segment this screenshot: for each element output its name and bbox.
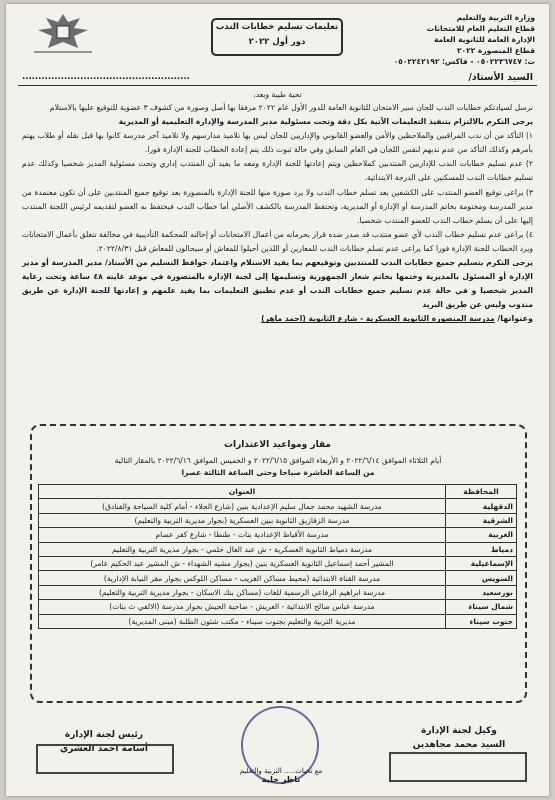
instruction-4: ٤) يراعى عدم تسليم خطاب الندب لأي عضو منتدب قد صدر ضده قرار بحرمانه من أعمال الامتحانات أو إحالته للمحكمة التأديبية في مخالفة تتعلق بأعمال الامتحانات ويرد الخطاب للجنة الإدارة فورا كما يراعى عدم تسلم خطابات الندب للمعارين أو اللذين أحيلوا للمعاش أو سيحالون للمعاش قبل ٢٠٢٢/٨/٣١. [22, 229, 533, 253]
col-address: العنوان [39, 485, 446, 499]
deputy-signature-block [389, 724, 529, 752]
instruction-1: ١) التأكد من أن ندب المراقبين والملاحظين والأمن والعضو القانوني والإداريين للجان ليس بها تلاميذ مدارسهم ولا تلاميذ آخر مدرسة كانوا بها قبل نقله أو طلاب يهتم بأمرهم وكذلك التأكد من عدم ندبهم لنفس اللجان في العام السابق وفي حالة ثبوت ذلك يتم إعادة الخطاب للجنة الإدارة فورا. [22, 131, 533, 155]
mid-stamp-block [221, 767, 341, 784]
address-value: مدرسة المنصورة الثانوية العسكرية - شارع الثانوية (احمد ماهر) [261, 314, 495, 324]
table-row [39, 542, 517, 556]
col-governorate: المحافظة [446, 485, 517, 499]
instruction-2: ٢) عدم تسليم خطابات الندب للإداريين المنتدبين كملاحظين ويتم إعادتها للجنة الإدارة ومعه ما يفيد أن المنتدب إداري وتحت مسئولية المدير شخصيا وكذلك عدم تسليم خطابات الندب للمسكنين على الدرجة الابتدائية. [22, 159, 533, 183]
committee-name: قطاع المنصورة ٢٠٢٢ [456, 46, 535, 55]
table-header-row [39, 485, 517, 499]
governorate-cell: الشرقية [446, 513, 517, 527]
governorate-cell: الغربية [446, 528, 517, 542]
address-cell: مدرسة دمياط الثانوية العسكرية - ش عبد العال حلمي - بجوار مديرية التربية والتعليم [39, 542, 446, 556]
phone-fax: ت: ٠٥٠٢٢٣٦٧٤٧ - فاكس: ٠٥٠٢٢٤٢١٩٢ [393, 57, 535, 66]
instruction-heading: يرجى التكرم بالالتزام بتنفيذ التعليمات الآتية بكل دقة وتحت مسئولية مدير المدرسة والإدارة التعليمية أو المديرية [118, 117, 533, 127]
venues-table [38, 484, 517, 629]
header-divider [18, 85, 537, 86]
document-page [6, 4, 549, 796]
title-line-2: دور أول ٢٠٢٢ [248, 37, 306, 47]
table-row [39, 513, 517, 527]
address-cell: مدرسة الأقباط الإعدادية بنات - طنطا - شارع كفر عصام [39, 528, 446, 542]
instruction-3: ٣) يراعى توقيع العضو المنتدب على الكشفين بعد تسلم خطاب الندب ولا يرد صورة منها للجنة الإدارة بالمنصورة بعد توقيع جميع المنتدبين على أن تكون معتمدة من مدير المدرسة ومختومة بخاتم المدرسة أو الإدارة أو المديرية، وتحتفظ المدرسة بالكشف الأصلي أما خطاب الندب فيحتفظ به العضو لتقديمه لرئيس اللجنة المنتدب إليها على أن يسلم خطاب الندب للعضو المنتدب شخصيا. [22, 187, 533, 225]
deputy-title: وكيل لجنة الإدارة [421, 726, 497, 736]
addressee-label: السيد الأستاذ/ [468, 72, 533, 83]
greeting: تحية طيبة وبعد، [253, 90, 302, 99]
governorate-cell: الإسماعيلية [446, 556, 517, 570]
addressee-blank: .................................................... [22, 72, 190, 82]
chairman-title: رئيس لجنة الإدارة [64, 730, 144, 740]
address-cell: المشير أحمد إسماعيل الثانوية العسكرية بنين (بجوار مشيه الشهداء - ش المشير عبد الحكيم عامر) [39, 556, 446, 570]
governorate-cell: شمال سيناء [446, 600, 517, 614]
table-row [39, 571, 517, 585]
address-cell: مدرسة القناة الابتدائية (محيط مساكن الغريب - مساكن اللوكس بجوار مقر النيابة الإدارية) [39, 571, 446, 585]
chairman-name-stamp [36, 744, 174, 774]
sector-name: قطاع التعليم العام للامتحانات [426, 24, 535, 33]
governorate-cell: جنوب سيناء [446, 614, 517, 628]
address-cell: مديرية التربية والتعليم بجنوب سيناء - مكتب شئون الطلبة (مبنى المديرية) [39, 614, 446, 628]
table-row [39, 499, 517, 513]
schedule-title: مقار ومواعيد الاعتذارات [224, 440, 331, 450]
address-cell: مدرسة الشهيد محمد جمال سليم الإعدادية بنين (شارع الجلاء - أمام كلية السياحة والفنادق) [39, 499, 446, 513]
address-label: وعنوانها/ [497, 314, 533, 324]
table-row [39, 585, 517, 599]
table-row [39, 556, 517, 570]
address-cell: مدرسة عباس صالح الابتدائية - العريش - ضاحية الجيش بجوار مدرسة (الالفي ث بنات) [39, 600, 446, 614]
schedule-hours: من الساعة العاشرة صباحا وحتى الساعة الثالثة عصرا [181, 468, 375, 477]
table-row [39, 528, 517, 542]
salutation [22, 72, 533, 83]
department-name: الإدارة العامة للثانوية العامة [433, 35, 535, 44]
deputy-name-stamp [389, 752, 527, 782]
address-cell: مدرسة ابراهيم الرفاعي الرسمية للغات (مساكن بنك الاسكان - بجوار مديرية التربية والتعليم) [39, 585, 446, 599]
instructions-body [22, 101, 533, 327]
mid-stamp-label: ناظر خلية [261, 775, 301, 784]
address-cell: مدرسة الزقازيق الثانوية بنين العسكرية (بجوار مديرية التربية والتعليم) [39, 513, 446, 527]
letterhead [345, 12, 535, 67]
table-row [39, 600, 517, 614]
table-row [39, 614, 517, 628]
title-line-1: تعليمات تسليم خطابات الندب [215, 22, 339, 32]
governorate-cell: الدقهلية [446, 499, 517, 513]
governorate-cell: السويس [446, 571, 517, 585]
egypt-eagle-emblem-icon [28, 10, 98, 56]
deputy-name: السيد محمد مجاهدين [412, 740, 506, 750]
intro-paragraph: نرسل لسيادتكم خطابات الندب للجان سير الامتحان للثانوية العامة للدور الأول عام ٢٠٢٢ مرفقا بها أصل وصورة من كشوف ٣ عضوية للتوقيع عليها بالاستلام [49, 103, 533, 112]
governorate-cell: بورسعيد [446, 585, 517, 599]
schedule-dates: أيام الثلاثاء الموافق ٢٠٢٢/٦/١٤ و الأربعاء الموافق ٢٠٢٢/٦/١٥ و الخميس الموافق ٢٠٢٢/٦/١٦ بالمقار التالية [114, 456, 442, 465]
ministry-name: وزارة التربية والتعليم [456, 13, 535, 22]
governorate-cell: دمياط [446, 542, 517, 556]
closing-paragraph: يرجى التكرم بتسليم جميع خطابات الندب للمنتدبين وتوقيعهم بما يفيد الاستلام واعتماد حوافظ التسليم من الأستاذ/ مدير المدرسة أو مدير الإدارة أو المسئول بالمديرية وختمها بخاتم شعار الجمهورية وتسليمها إلى لجنة الإدارة بالمنصورة في موعد غايته ٤٨ ساعة وتحت رعاية المدير شخصيا و في حالة عدم تسليم جميع خطابات الندب أو عدم تطبيق التعليمات بما يفيد علمهم و إعادتها للجنة الإدارة عن طريق مندوب وليس عن طريق البريد [22, 258, 533, 310]
chairman-name: أسامة احمد العشري [60, 744, 148, 754]
mid-stamp-text: مع تحيات..... التربية والتعليم [239, 767, 323, 775]
document-title [211, 18, 343, 56]
